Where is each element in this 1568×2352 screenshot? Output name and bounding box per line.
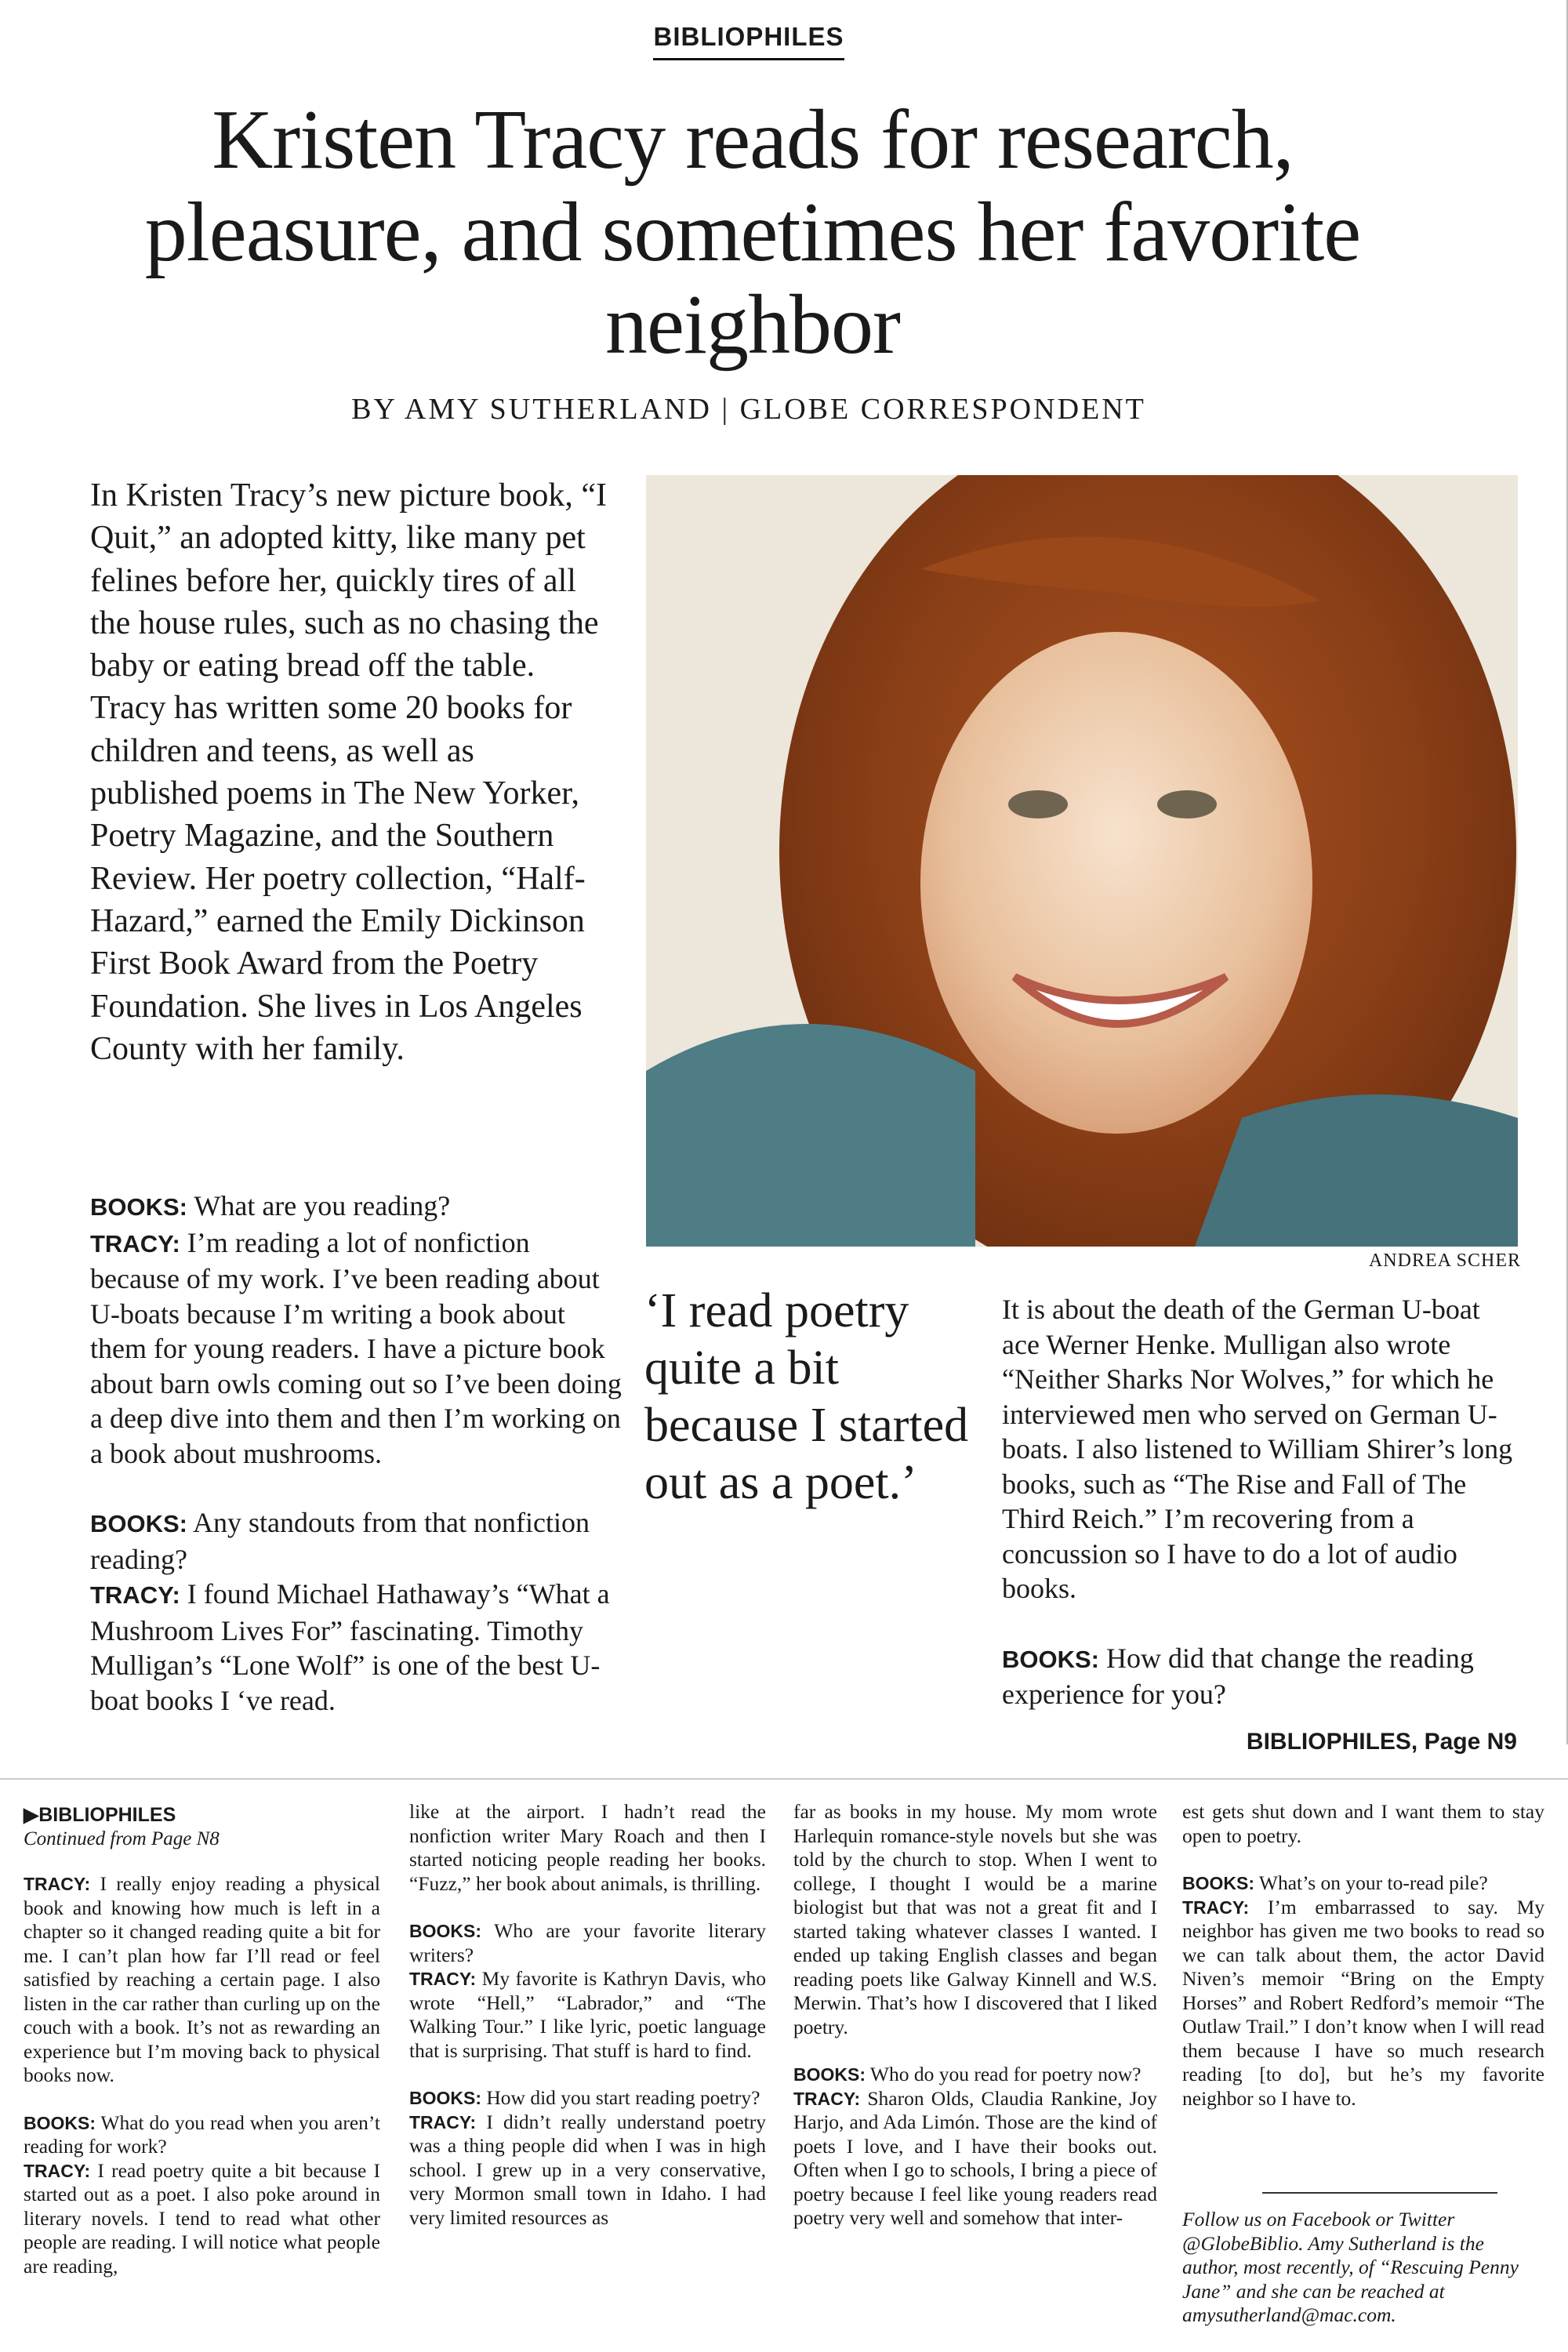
speaker-tracy: TRACY:	[24, 1874, 91, 1894]
continuation-kicker: ▶BIBLIOPHILES	[24, 1804, 176, 1826]
question-text: Who do you read for poetry now?	[869, 2063, 1142, 2085]
section-label	[0, 22, 1497, 60]
continued-column-4	[1182, 1800, 1544, 2111]
question-text: Who are your favorite literary writers?	[409, 1919, 766, 1966]
interview-column-2	[1002, 1292, 1523, 1712]
answer-7-continued: est gets shut down and I want them to stay open to poetry.	[1182, 1800, 1544, 1847]
question-1	[90, 1189, 623, 1225]
answer-2	[90, 1577, 623, 1718]
section-name: BIBLIOPHILES	[653, 22, 844, 60]
jump-line: BIBLIOPHILES, Page N9	[1246, 1729, 1517, 1755]
portrait-illustration	[646, 475, 1518, 1247]
answer-3	[24, 1872, 380, 2088]
continued-column-3	[793, 1800, 1157, 2230]
pull-quote: ‘I read poetry quite a bit because I started out as a poet.’	[644, 1284, 969, 1509]
answer-1	[90, 1225, 623, 1472]
question-4	[24, 2111, 380, 2159]
speaker-tracy: TRACY:	[409, 2111, 477, 2132]
speaker-tracy: TRACY:	[1182, 1896, 1250, 1918]
answer-6-continued: far as books in my house. My mom wrote Harlequin romance-style novels but she was told by the church to stop. When I went to college, I thought I would be a marine biologist but that was not a great fit and I started taking whatever classes I wanted. I ended up taking English classes and began reading poets like Galway Kinnell and W.S. Merwin. That’s how I discovered that I liked poetry.	[793, 1800, 1157, 2038]
question-5	[409, 1919, 766, 1967]
speaker-books: BOOKS:	[90, 1510, 187, 1537]
question-6	[409, 2086, 766, 2111]
author-footer: Follow us on Facebook or Twitter @GlobeBiblio. Amy Sutherland is the author, most recently, of “Rescuing Penny Jane” and she can be reached at amysutherland@mac.com.	[1182, 2208, 1519, 2326]
answer-text: I’m reading a lot of nonfiction because of my work. I’ve been reading about U-boats because I’m writing a book about them for young readers. I have a picture book about barn owls coming out so I’ve been doing a deep dive into them and then I’m working on a book about mushrooms.	[90, 1226, 622, 1469]
page-divider-horizontal	[0, 1778, 1568, 1780]
answer-text: I’m embarrassed to say. My neighbor has given me two books to read so we can talk about them, the actor David Niven’s memoir “Bring on the Empty Horses” and Robert Redford’s memoir “The Outlaw Trail.” I don’t know when I will read them because I have so much research reading [to do], but he’s my favorite neighbor so I have to.	[1182, 1895, 1544, 2110]
question-2	[90, 1505, 623, 1577]
question-text: Any standouts from that nonfiction reading?	[90, 1507, 590, 1575]
speaker-tracy: TRACY:	[90, 1229, 180, 1258]
question-text: What are you reading?	[194, 1190, 451, 1221]
answer-6	[409, 2111, 766, 2230]
footer-rule	[1262, 2192, 1497, 2194]
byline: BY AMY SUTHERLAND | GLOBE CORRESPONDENT	[351, 393, 1146, 426]
answer-7	[793, 2087, 1157, 2230]
speaker-books: BOOKS:	[793, 2064, 866, 2085]
intro-paragraph: In Kristen Tracy’s new picture book, “I Quit,” an adopted kitty, like many pet felines before her, quickly tires of all the house rules, such as no chasing the baby or eating bread off the table. Tracy has written some 20 books for children and teens, as well as published poems in The New Yorker, Poetry Magazine, and the Southern Review. Her poetry collection, “Half-Hazard,” earned the Emily Dickinson First Book Award from the Poetry Foundation. She lives in Los Angeles County with her family.	[90, 477, 608, 1067]
question-text: How did that change the reading experience for you?	[1002, 1642, 1474, 1710]
question-3	[1002, 1641, 1523, 1712]
speaker-tracy: TRACY:	[793, 2088, 861, 2109]
author-photo	[646, 475, 1518, 1247]
speaker-tracy: TRACY:	[90, 1581, 180, 1609]
speaker-books: BOOKS:	[1002, 1645, 1099, 1673]
question-8	[1182, 1871, 1544, 1896]
interview-column-1	[90, 1189, 623, 1718]
answer-4-continued: like at the airport. I hadn’t read the nonfiction writer Mary Roach and then I started noticing people reading her books. “Fuzz,” her book about animals, is thrilling.	[409, 1800, 766, 1895]
question-text: What do you read when you aren’t reading for work?	[24, 2111, 380, 2158]
answer-text: I didn’t really understand poetry was a thing people did when I was in high school. I grew up in a very conservative, very Mormon small town in Idaho. I had very limited resources as	[409, 2110, 767, 2229]
continued-from: Continued from Page N8	[24, 1828, 220, 1849]
speaker-tracy: TRACY:	[409, 1969, 477, 1989]
answer-text: Sharon Olds, Claudia Rankine, Joy Harjo, and Ada Limón. Those are the kind of poets I love, and I have their books out. Often when I go to schools, I bring a piece of poetry because I feel like young readers read poetry very well and somehow that inter-	[793, 2086, 1157, 2229]
answer-4	[24, 2159, 380, 2279]
speaker-books: BOOKS:	[90, 1193, 187, 1221]
photo-credit: ANDREA SCHER	[1368, 1250, 1521, 1271]
answer-continued: It is about the death of the German U-boat ace Werner Henke. Mulligan also wrote “Neither Sharks Nor Wolves,” for which he interviewed men who served on German U-boats. I also listened to William Shirer’s long books, such as “The Rise and Fall of The Third Reich.” I’m recovering from a concussion so I have to do a lot of audio books.	[1002, 1294, 1513, 1604]
continued-column-1	[24, 1872, 380, 2278]
answer-text: I found Michael Hathaway’s “What a Mushroom Lives For” fascinating. Timothy Mulligan’s “Lone Wolf” is one of the best U-boat books I ‘ve read.	[90, 1578, 610, 1716]
speaker-books: BOOKS:	[409, 2088, 481, 2108]
answer-8	[1182, 1896, 1544, 2111]
headline: Kristen Tracy reads for research, pleasure, and sometimes her favorite neighbor	[144, 93, 1361, 372]
speaker-books: BOOKS:	[24, 2112, 96, 2133]
answer-text: My favorite is Kathryn Davis, who wrote “Hell,” “Labrador,” and “The Walking Tour.” I like lyric, poetic language that is surprising. That stuff is hard to find.	[409, 1967, 766, 2062]
answer-5	[409, 1967, 766, 2063]
speaker-books: BOOKS:	[409, 1921, 481, 1941]
question-text: What’s on your to-read pile?	[1258, 1871, 1488, 1894]
continuation-header	[24, 1803, 400, 1850]
answer-text: I read poetry quite a bit because I started out as a poet. I also poke around in literary novels. I tend to read what other people are reading. I will notice what people are reading,	[24, 2158, 381, 2278]
question-text: How did you start reading poetry?	[486, 2086, 760, 2109]
answer-text: I really enjoy reading a physical book and knowing how much is left in a chapter so it changed reading quite a bit for me. I can’t plan how far I’ll read or feel satisfied by reaching a certain page. I also listen in the car rather than curling up on the couch with a book. It’s not as rewarding an experience but I’m moving back to physical books now.	[24, 1872, 380, 2086]
question-7	[793, 2063, 1157, 2087]
speaker-books: BOOKS:	[1182, 1873, 1254, 1893]
continued-column-2	[409, 1800, 766, 2230]
speaker-tracy: TRACY:	[24, 2160, 91, 2181]
